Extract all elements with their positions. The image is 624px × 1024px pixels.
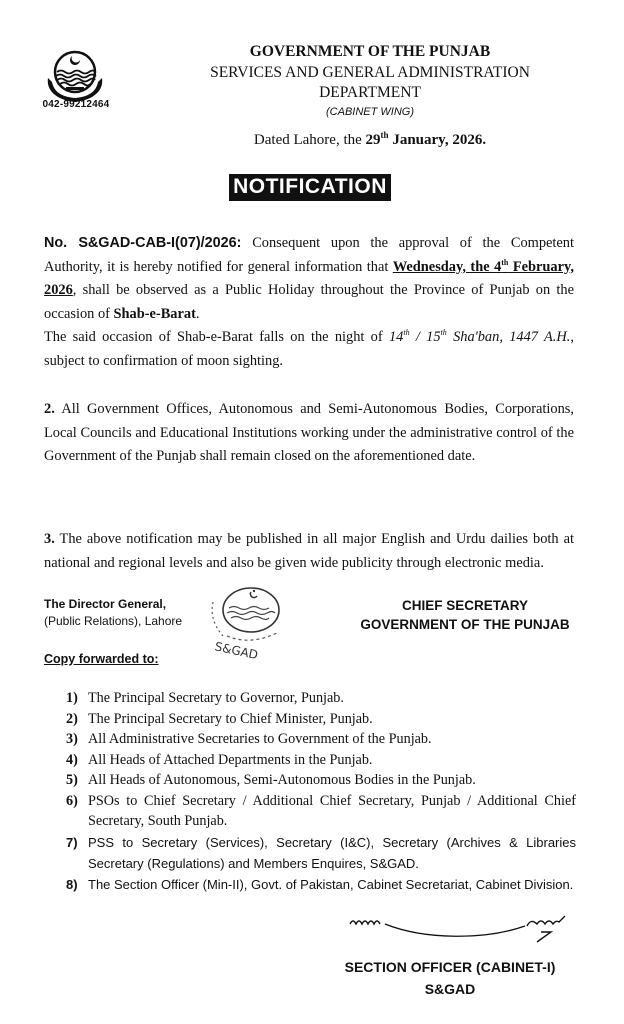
signature-icon (345, 910, 575, 946)
svg-text:S&GAD: S&GAD (213, 639, 260, 662)
list-item: 3) All Administrative Secretaries to Government of the Punjab. (66, 731, 432, 747)
list-item: 4) All Heads of Attached Departments in the Punjab. (66, 751, 373, 768)
punjab-emblem-logo (42, 48, 108, 104)
dated-line: Dated Lahore, the 29th January, 2026. (253, 130, 487, 148)
hijri-date: 14th / 15th Sha'ban, 1447 A.H. (388, 328, 571, 345)
list-item: 7) PSS to Secretary (Services), Secretary (I&C), Secretary (Archives & Libraries Secretary (Regulations) and Members Enquires, S&GAD. (66, 834, 576, 871)
list-item: 5) All Heads of Autonomous, Semi-Autonomous Bodies in the Punjab. (66, 772, 476, 788)
wing-label: (CABINET WING) (326, 106, 414, 118)
distribution-list (66, 688, 576, 895)
list-item: 1) The Principal Secretary to Governor, Punjab. (66, 690, 344, 706)
paragraph-1: No. S&GAD-CAB-I(07)/2026: Consequent upon the approval of the Competent Authority, it is hereby notified for general information that Wednesday, the 4th February, 2026, shall be observed as a Public Holiday throughout the Province of Punjab on the occasion of Shab-e-Barat. The said occasion of Shab-e-Barat falls on the night of 14th / 15th Sha'ban, 1447 A.H., subject to confirmation of moon sighting. (44, 235, 574, 369)
official-stamp-icon (203, 582, 293, 662)
title-wrap (0, 174, 624, 201)
list-item: 2) The Principal Secretary to Chief Minister, Punjab. (66, 710, 373, 727)
notification-title: NOTIFICATION (229, 174, 391, 201)
signatory-block: SECTION OFFICER (CABINET-I) S&GAD (344, 959, 556, 997)
list-item: 6) PSOs to Chief Secretary / Additional Chief Secretary, Punjab / Additional Chief Secretary, South Punjab. (66, 792, 576, 829)
list-item: 8) The Section Officer (Min-II), Govt. of Pakistan, Cabinet Secretariat, Cabinet Division. (66, 876, 574, 892)
department-heading-cont: DEPARTMENT (319, 84, 421, 101)
copy-forwarded-heading: Copy forwarded to: (44, 652, 159, 666)
occasion-name: Shab-e-Barat (113, 305, 196, 322)
holiday-date: Wednesday, the 4th February, 2026 (44, 257, 574, 298)
govt-heading: GOVERNMENT OF THE PUNJAB (249, 43, 491, 60)
paragraph-2: 2. All Government Offices, Autonomous and Semi-Autonomous Bodies, Corporations, Local Councils and Educational Institutions working under the administrative control of the Government of the Punjab shall remain closed on the aforementioned date. (44, 401, 574, 464)
phone-number: 042-99212464 (42, 99, 110, 110)
department-heading: SERVICES AND GENERAL ADMINISTRATION (210, 64, 530, 81)
chief-secretary-block: CHIEF SECRETARY GOVERNMENT OF THE PUNJAB (360, 598, 570, 632)
reference-number: No. S&GAD-CAB-I(07)/2026: (44, 235, 242, 251)
addressee: The Director General, (Public Relations), Lahore (44, 597, 183, 628)
paragraph-3: 3. The above notification may be published in all major English and Urdu dailies both at national and regional levels and also be given wide publicity through electronic media. (44, 531, 574, 571)
